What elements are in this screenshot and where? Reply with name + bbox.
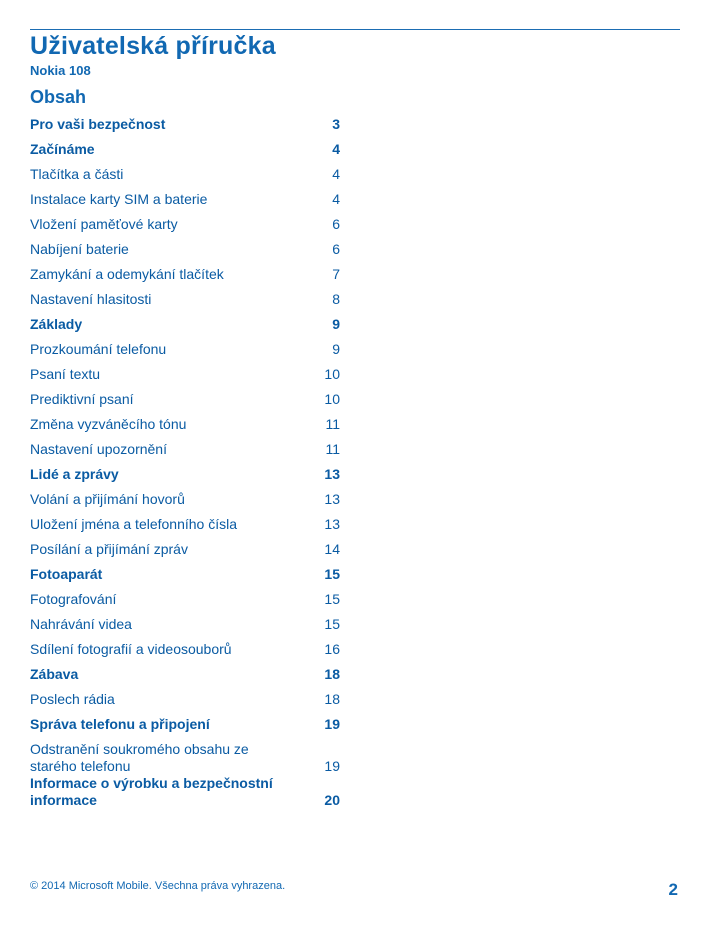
toc-entry-label: Instalace karty SIM a baterie [30, 191, 208, 207]
toc-entry-label: Fotoaparát [30, 566, 103, 582]
toc-entry-label: Psaní textu [30, 366, 101, 382]
toc-entry-label: Vložení paměťové karty [30, 216, 178, 232]
toc-entry[interactable] [30, 541, 340, 566]
copyright-footer: © 2014 Microsoft Mobile. Všechna práva vyhrazena. [30, 880, 286, 892]
toc-entry[interactable] [30, 391, 340, 416]
toc-entry-page: 15 [324, 616, 340, 632]
toc-entry-page: 19 [324, 758, 340, 774]
toc-entry[interactable] [30, 666, 340, 691]
table-of-contents [30, 116, 340, 817]
toc-entry-page: 18 [324, 691, 340, 707]
toc-entry-page: 6 [332, 241, 340, 257]
toc-entry-label: Změna vyzváněcího tónu [30, 416, 187, 432]
toc-entry[interactable] [30, 516, 340, 541]
toc-entry-page: 4 [332, 141, 340, 157]
toc-heading: Obsah [30, 87, 87, 107]
toc-entry[interactable] [30, 491, 340, 516]
toc-entry[interactable] [30, 341, 340, 366]
toc-entry[interactable] [30, 316, 340, 341]
toc-entry-page: 11 [325, 416, 340, 432]
header-rule [30, 29, 680, 30]
toc-entry-label: Odstranění soukromého obsahu ze starého telefonu [30, 741, 249, 774]
toc-entry[interactable] [30, 166, 340, 191]
toc-entry[interactable] [30, 716, 340, 741]
toc-entry-label: Nastavení upozornění [30, 441, 167, 457]
toc-entry[interactable] [30, 116, 340, 141]
toc-entry-label: Pro vaši bezpečnost [30, 116, 166, 132]
toc-entry[interactable] [30, 266, 340, 291]
toc-entry[interactable] [30, 441, 340, 466]
toc-entry-label: Fotografování [30, 591, 117, 607]
toc-entry-label: Prediktivní psaní [30, 391, 134, 407]
toc-entry-page: 19 [324, 716, 340, 732]
toc-entry-label: Nahrávání videa [30, 616, 132, 632]
toc-entry[interactable] [30, 566, 340, 591]
toc-entry-page: 4 [332, 191, 340, 207]
toc-entry-page: 10 [324, 366, 340, 382]
toc-entry-page: 15 [324, 566, 340, 582]
toc-entry-page: 4 [332, 166, 340, 182]
toc-entry-label: Informace o výrobku a bezpečnostní informace [30, 775, 273, 808]
toc-entry[interactable] [30, 241, 340, 266]
toc-entry-label: Nastavení hlasitosti [30, 291, 152, 307]
toc-entry-label: Zábava [30, 666, 79, 682]
toc-entry[interactable] [30, 641, 340, 666]
toc-entry-page: 7 [332, 266, 340, 282]
toc-entry-page: 18 [324, 666, 340, 682]
toc-entry-label: Poslech rádia [30, 691, 115, 707]
toc-entry-page: 8 [332, 291, 340, 307]
toc-entry-label: Sdílení fotografií a videosouborů [30, 641, 232, 657]
document-subtitle: Nokia 108 [30, 63, 91, 78]
toc-entry-label: Volání a přijímání hovorů [30, 491, 185, 507]
toc-entry-label: Prozkoumání telefonu [30, 341, 167, 357]
toc-entry-page: 14 [324, 541, 340, 557]
toc-entry-label: Tlačítka a části [30, 166, 124, 182]
toc-entry[interactable] [30, 416, 340, 441]
toc-entry[interactable] [30, 141, 340, 166]
toc-entry-label: Zamykání a odemykání tlačítek [30, 266, 224, 282]
toc-entry[interactable] [30, 466, 340, 491]
toc-entry-page: 9 [332, 316, 340, 332]
toc-entry[interactable] [30, 191, 340, 216]
toc-entry-label: Správa telefonu a připojení [30, 716, 210, 732]
toc-entry-page: 15 [324, 591, 340, 607]
toc-entry-label: Začínáme [30, 141, 95, 157]
toc-entry-page: 3 [332, 116, 340, 132]
toc-entry-label: Základy [30, 316, 83, 332]
toc-entry[interactable] [30, 775, 340, 817]
toc-entry[interactable] [30, 591, 340, 616]
toc-entry-page: 20 [324, 792, 340, 808]
toc-entry-page: 11 [325, 441, 340, 457]
toc-entry-page: 16 [324, 641, 340, 657]
toc-entry[interactable] [30, 366, 340, 391]
document-title: Uživatelská příručka [30, 32, 276, 60]
toc-entry[interactable] [30, 216, 340, 241]
toc-entry-page: 6 [332, 216, 340, 232]
toc-entry[interactable] [30, 691, 340, 716]
toc-entry-page: 13 [324, 491, 340, 507]
toc-entry-label: Uložení jména a telefonního čísla [30, 516, 238, 532]
toc-entry-page: 13 [324, 466, 340, 482]
toc-entry-label: Lidé a zprávy [30, 466, 119, 482]
toc-entry-label: Nabíjení baterie [30, 241, 129, 257]
toc-entry[interactable] [30, 616, 340, 641]
toc-entry-page: 13 [324, 516, 340, 532]
toc-entry-page: 9 [332, 341, 340, 357]
toc-entry-page: 10 [324, 391, 340, 407]
page-number: 2 [668, 880, 678, 899]
toc-entry[interactable] [30, 291, 340, 316]
toc-entry-label: Posílání a přijímání zpráv [30, 541, 188, 557]
